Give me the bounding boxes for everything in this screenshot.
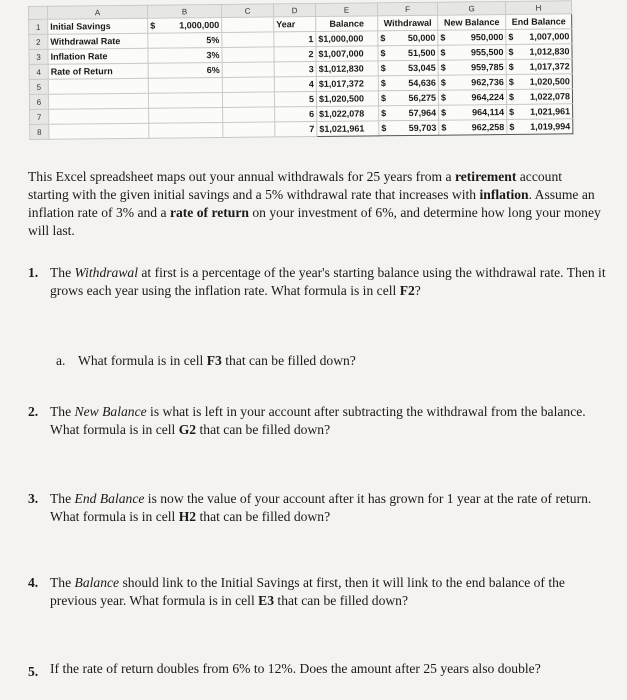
year-cell: 7 [275, 121, 317, 136]
end-balance-amount: 1,022,078 [529, 90, 571, 102]
year-cell: 6 [275, 106, 317, 121]
inflation-rate-value: 3% [148, 47, 222, 63]
rate-of-return-value: 6% [148, 62, 222, 78]
text: should link to the Initial Savings at first, then it will link to the end balance of the previous year. What formula is in cell [50, 575, 565, 608]
withdrawal-cell [378, 30, 438, 46]
new-balance-amount: 962,736 [471, 76, 504, 87]
withdrawal-amount: 53,045 [408, 62, 436, 73]
text: that can be filled down? [221, 353, 356, 368]
text: The [50, 265, 75, 280]
new-balance-amount: 962,258 [471, 121, 505, 132]
intro-text: on your investment of 6%, and determine how long your money will last. [28, 205, 601, 238]
currency-symbol: $ [380, 77, 386, 88]
new-balance-cell [438, 74, 506, 90]
intro-text: . Assume an inflation rate of 3% and a [28, 187, 595, 220]
initial-savings-amount: 1,000,000 [179, 19, 220, 30]
new-balance-cell [438, 89, 506, 105]
intro-bold-rate-of-return: rate of return [169, 205, 249, 220]
header-new-balance: New Balance [438, 14, 506, 30]
currency-symbol: $ [508, 61, 514, 72]
text: What formula is in cell [78, 353, 207, 368]
currency-symbol: $ [440, 92, 447, 103]
currency-symbol: $ [508, 31, 514, 42]
label-initial-savings: Initial Savings [48, 18, 148, 34]
empty-cell [49, 108, 149, 124]
withdrawal-amount: 50,000 [407, 32, 436, 43]
withdrawal-cell [379, 105, 439, 121]
text: that can be filled down? [196, 422, 331, 437]
new-balance-amount: 950,000 [470, 31, 504, 42]
cell-reference: H2 [178, 509, 197, 524]
header-year: Year [274, 16, 316, 31]
currency-symbol: $ [440, 32, 446, 43]
end-balance-cell [506, 29, 572, 45]
question-number: 2. [28, 404, 39, 419]
withdrawal-amount: 51,500 [407, 47, 436, 58]
currency-symbol: $ [440, 62, 446, 73]
question-text [78, 352, 598, 370]
balance-cell: $1,017,372 [316, 76, 378, 92]
currency-symbol: $ [508, 91, 515, 102]
italic-term: New Balance [74, 404, 147, 419]
year-cell: 3 [274, 61, 316, 76]
currency-symbol: $ [380, 47, 386, 58]
balance-cell: $1,020,500 [316, 91, 378, 107]
balance-cell: $1,022,078 [317, 106, 379, 122]
intro-text: account starting with the given initial savings and a 5% withdrawal rate that increases with [28, 169, 563, 202]
italic-term: End Balance [74, 491, 145, 506]
empty-cell [48, 93, 148, 109]
currency-symbol: $ [509, 106, 515, 117]
end-balance-cell [506, 44, 572, 60]
label-rate-of-return: Rate of Return [48, 63, 148, 79]
intro-bold-inflation: inflation [479, 187, 529, 202]
intro-paragraph [28, 168, 606, 240]
year-cell: 1 [274, 31, 316, 46]
end-balance-cell [507, 104, 573, 120]
new-balance-cell [438, 44, 506, 60]
column-header-f: F [377, 2, 437, 16]
currency-symbol: $ [440, 77, 446, 88]
withdrawal-amount: 57,964 [408, 107, 437, 118]
balance-cell: $1,007,000 [316, 46, 378, 62]
text: The [50, 575, 75, 590]
end-balance-amount: 1,020,500 [529, 75, 570, 87]
column-header-g: G [437, 1, 505, 15]
column-header-a: A [48, 5, 148, 19]
empty-cell [222, 62, 274, 78]
header-withdrawal: Withdrawal [378, 15, 438, 31]
currency-symbol: $ [508, 76, 514, 87]
new-balance-amount: 964,114 [472, 106, 505, 117]
row-number: 8 [30, 124, 49, 139]
currency-symbol: $ [441, 122, 447, 133]
select-all-corner [29, 6, 48, 19]
balance-cell: $1,012,830 [316, 61, 378, 77]
withdrawal-amount: 56,275 [408, 92, 437, 103]
currency-symbol: $ [440, 47, 446, 58]
withdrawal-cell [378, 75, 438, 91]
end-balance-amount: 1,007,000 [529, 30, 570, 42]
question-number: 1. [28, 265, 39, 280]
question-number: 4. [28, 575, 39, 590]
new-balance-amount: 964,224 [471, 91, 505, 102]
row-number: 5 [29, 79, 48, 94]
empty-cell [222, 32, 274, 48]
question-text: If the rate of return doubles from 6% to 12%. Does the amount after 25 years also double? [50, 661, 541, 676]
row-number: 7 [30, 109, 49, 124]
header-end-balance: End Balance [506, 14, 572, 30]
column-header-c: C [221, 4, 273, 18]
new-balance-cell [438, 29, 506, 45]
empty-cell [222, 17, 274, 33]
currency-symbol: $ [380, 62, 386, 73]
initial-savings-value [148, 17, 222, 33]
new-balance-amount: 955,500 [470, 46, 504, 57]
text: is what is left in your account after subtracting the withdrawal from the balance. What formula is in cell [50, 404, 586, 437]
end-balance-amount: 1,012,830 [529, 45, 570, 57]
empty-cell [49, 123, 149, 139]
end-balance-cell [506, 74, 572, 90]
end-balance-amount: 1,017,372 [529, 60, 570, 72]
balance-cell: $1,021,961 [317, 121, 379, 137]
year-cell: 4 [274, 76, 316, 91]
empty-cell [148, 77, 222, 93]
end-balance-cell [506, 89, 572, 105]
italic-term: Withdrawal [74, 265, 138, 280]
withdrawal-rate-value: 5% [148, 32, 222, 48]
balance-cell: $1,000,000 [316, 31, 378, 47]
row-number: 3 [29, 49, 48, 64]
text: that can be filled down? [196, 509, 331, 524]
end-balance-amount: 1,019,994 [530, 120, 571, 132]
row-number: 2 [29, 34, 48, 49]
text: ? [414, 283, 421, 298]
end-balance-amount: 1,021,961 [530, 105, 571, 117]
question-text [50, 574, 606, 610]
empty-cell [223, 107, 275, 123]
empty-cell [222, 47, 274, 63]
withdrawal-amount: 59,703 [408, 122, 437, 133]
question-number: 5. [28, 664, 39, 679]
currency-symbol: $ [150, 20, 156, 31]
text: at first is a percentage of the year's starting balance using the withdrawal rate. Then it grows each year using the inflation rate. What formula is in cell [50, 265, 606, 298]
row-number: 6 [29, 94, 48, 109]
withdrawal-cell [378, 90, 438, 106]
empty-cell [222, 77, 274, 93]
label-inflation-rate: Inflation Rate [48, 48, 148, 64]
question-number: 3. [28, 491, 39, 506]
question-text [50, 264, 606, 300]
question-text [50, 403, 606, 439]
spreadsheet-table [28, 0, 573, 140]
empty-cell [149, 122, 223, 138]
text: is now the value of your account after it has grown for 1 year at the rate of return. What formula is in cell [50, 491, 592, 524]
question-text [50, 490, 606, 526]
currency-symbol: $ [381, 122, 387, 133]
withdrawal-cell [378, 45, 438, 61]
spreadsheet-image [28, 0, 585, 152]
year-cell: 2 [274, 46, 316, 61]
empty-cell [149, 107, 223, 123]
header-balance: Balance [316, 16, 378, 32]
question-number: a. [56, 353, 66, 368]
text: The [50, 491, 75, 506]
currency-symbol: $ [380, 92, 387, 103]
row-number: 4 [29, 64, 48, 79]
currency-symbol: $ [381, 107, 387, 118]
label-withdrawal-rate: Withdrawal Rate [48, 33, 148, 49]
withdrawal-cell [378, 60, 438, 76]
withdrawal-amount: 54,636 [408, 77, 436, 88]
year-cell: 5 [274, 91, 316, 106]
text: that can be filled down? [274, 593, 409, 608]
intro-bold-retirement: retirement [454, 169, 517, 184]
worksheet-text [28, 168, 606, 679]
column-header-d: D [273, 3, 315, 16]
cell-reference: E3 [258, 593, 275, 608]
cell-reference: F3 [206, 353, 222, 368]
empty-cell [148, 92, 222, 108]
currency-symbol: $ [441, 107, 447, 118]
currency-symbol: $ [508, 46, 514, 57]
text: The [50, 404, 75, 419]
column-header-b: B [147, 4, 221, 18]
empty-cell [222, 92, 274, 108]
column-header-e: E [315, 3, 377, 17]
new-balance-cell [438, 59, 506, 75]
end-balance-cell [507, 119, 573, 135]
withdrawal-cell [379, 120, 439, 136]
column-header-h: H [505, 1, 571, 15]
italic-term: Balance [74, 575, 120, 590]
empty-cell [48, 78, 148, 94]
currency-symbol: $ [380, 32, 386, 43]
cell-reference: G2 [178, 422, 197, 437]
currency-symbol: $ [509, 121, 515, 132]
new-balance-cell [439, 119, 507, 135]
end-balance-cell [506, 59, 572, 75]
intro-text: This Excel spreadsheet maps out your annual withdrawals for 25 years from a [28, 169, 455, 184]
empty-cell [223, 122, 275, 138]
cell-reference: F2 [399, 283, 415, 298]
row-number: 1 [29, 19, 48, 34]
new-balance-cell [439, 104, 507, 120]
new-balance-amount: 959,785 [471, 61, 504, 72]
